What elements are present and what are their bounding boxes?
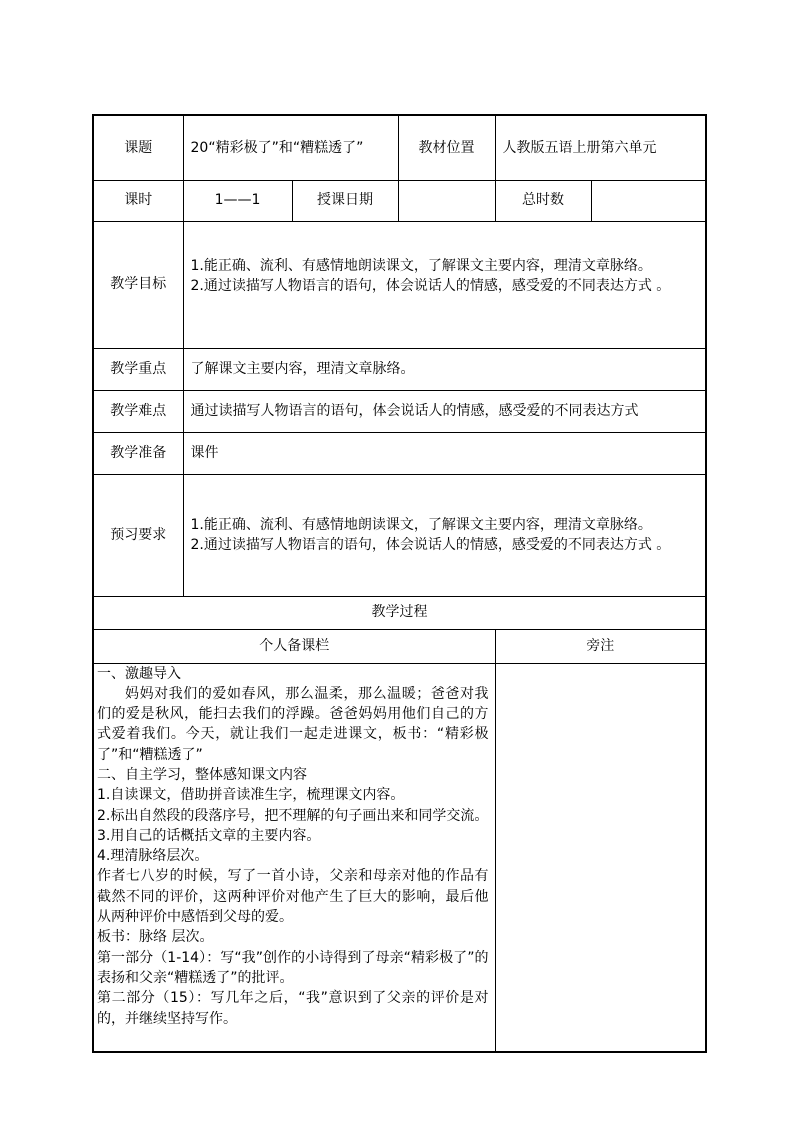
step-item: 1.自读课文，借助拼音读准生字，梳理课文内容。 bbox=[97, 787, 405, 804]
row-process-title bbox=[93, 596, 706, 629]
row-process-headers bbox=[93, 629, 706, 663]
step-item: 2.标出自然段的段落序号，把不理解的句子画出来和同学交流。 bbox=[97, 807, 489, 824]
position-label: 教材位置 bbox=[398, 115, 495, 180]
period-value: 1——1 bbox=[183, 180, 292, 221]
goals-content bbox=[183, 221, 706, 348]
step-item: 3.用自己的话概括文章的主要内容。 bbox=[97, 827, 321, 844]
step-item: 4.理清脉络层次。 bbox=[97, 848, 209, 865]
row-key-points bbox=[93, 348, 706, 390]
part-two: 第二部分（15）：写几年之后，“我”意识到了父亲的评价是对的，并继续坚持写作。 bbox=[97, 990, 489, 1027]
lesson-plan-table bbox=[92, 114, 707, 1053]
total-label: 总时数 bbox=[495, 180, 591, 221]
goals-label: 教学目标 bbox=[93, 221, 183, 348]
row-preview bbox=[93, 474, 706, 596]
section-heading: 一、激趣导入 bbox=[97, 665, 181, 682]
goal-item: 2.通过读描写人物语言的语句，体会说话人的情感，感受爱的不同表达方式 。 bbox=[190, 277, 671, 294]
topic-value: 20“精彩极了”和“糟糕透了” bbox=[183, 115, 398, 180]
row-difficulties bbox=[93, 390, 706, 432]
summary-paragraph: 作者七八岁的时候，写了一首小诗，父亲和母亲对他的作品有截然不同的评价，这两种评价对他产生了巨大的影响，最后他从两种评价中感悟到父母的爱。 bbox=[97, 868, 489, 926]
process-content bbox=[93, 663, 495, 1052]
part-one: 第一部分（1-14）：写“我”创作的小诗得到了母亲“精彩极了”的表扬和父亲“糟糕透了”的批评。 bbox=[97, 949, 489, 986]
position-value: 人教版五语上册第六单元 bbox=[495, 115, 706, 180]
row-topic bbox=[93, 115, 706, 180]
key-points-label: 教学重点 bbox=[93, 348, 183, 390]
period-label: 课时 bbox=[93, 180, 183, 221]
board-note: 板书：脉络 层次。 bbox=[97, 929, 214, 946]
preview-item: 1.能正确、流利、有感情地朗读课文，了解课文主要内容，理清文章脉络。 bbox=[190, 516, 652, 533]
main-column-header: 个人备课栏 bbox=[93, 629, 495, 663]
notes-column-header: 旁注 bbox=[495, 629, 706, 663]
row-preparation bbox=[93, 432, 706, 474]
preview-item: 2.通过读描写人物语言的语句，体会说话人的情感，感受爱的不同表达方式 。 bbox=[190, 537, 671, 553]
preparation-label: 教学准备 bbox=[93, 432, 183, 474]
notes-content bbox=[495, 663, 706, 1052]
difficulties-label: 教学难点 bbox=[93, 390, 183, 432]
date-value bbox=[398, 180, 495, 221]
intro-paragraph: 妈妈对我们的爱如春风，那么温柔，那么温暖；爸爸对我们的爱是秋风，能扫去我们的浮躁。爸爸妈妈用他们自己的方式爱着我们。今天，就让我们一起走进课文，板书：“精彩极了”和“糟糕透了” bbox=[97, 685, 489, 763]
preview-content bbox=[183, 474, 706, 596]
topic-label: 课题 bbox=[93, 115, 183, 180]
difficulties-value: 通过读描写人物语言的语句，体会说话人的情感，感受爱的不同表达方式 bbox=[183, 390, 706, 432]
preview-label: 预习要求 bbox=[93, 474, 183, 596]
row-process-body bbox=[93, 663, 706, 1052]
process-title: 教学过程 bbox=[93, 596, 706, 629]
total-value bbox=[591, 180, 706, 221]
row-goals bbox=[93, 221, 706, 348]
key-points-value: 了解课文主要内容，理清文章脉络。 bbox=[183, 348, 706, 390]
section-heading: 二、自主学习，整体感知课文内容 bbox=[97, 766, 307, 783]
date-label: 授课日期 bbox=[292, 180, 398, 221]
preparation-value: 课件 bbox=[183, 432, 706, 474]
row-period bbox=[93, 180, 706, 221]
goal-item: 1.能正确、流利、有感情地朗读课文，了解课文主要内容，理清文章脉络。 bbox=[190, 257, 652, 274]
